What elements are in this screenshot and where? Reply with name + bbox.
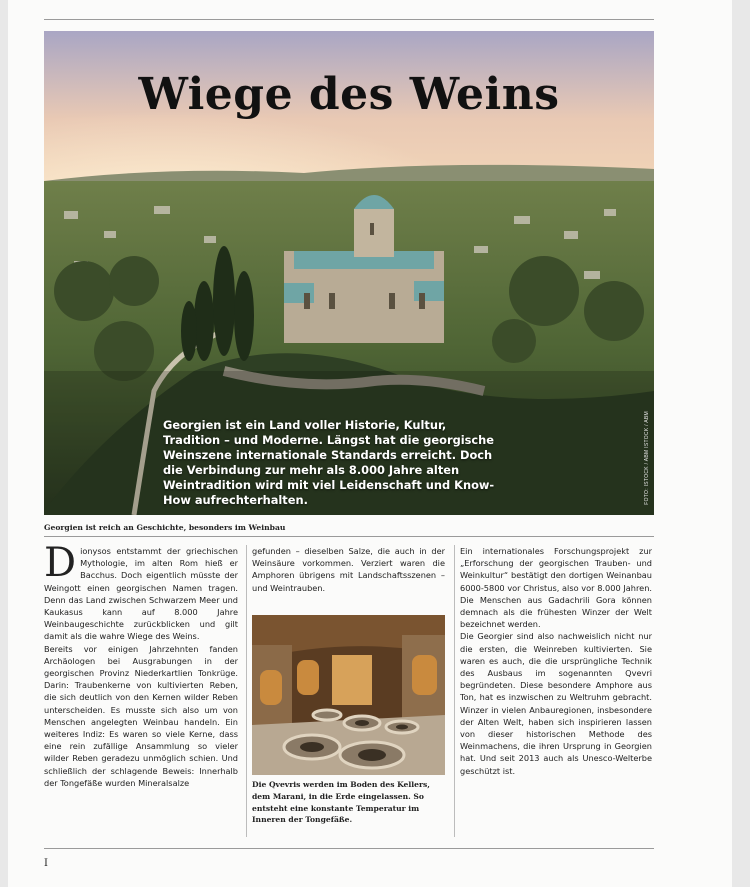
column-1-paragraph-1: ionysos entstammt der griechischen Mythologie, im alten Rom hieß er Bacchus. Doch eigentlich müsste der Weingott einen georgischen Namen tragen. Denn das Land zwischen Schwarzem Meer und Kaukasus kann auf 8.000 Jahre Weinbaugeschichte zurückblicken und gilt damit als die wahre Wiege des Weins. xyxy=(44,546,238,642)
hero-image xyxy=(44,31,654,515)
column-3 xyxy=(460,545,652,777)
photo-credit: FOTO: ISTOCK / ABM ISTOCK / ABM xyxy=(644,411,650,505)
page-number: I xyxy=(44,858,48,869)
wine-cellar-illustration xyxy=(252,615,445,775)
hero-caption: Georgien ist reich an Geschichte, besonders im Weinbau xyxy=(44,523,286,532)
column-2-paragraph-1: gefunden – dieselben Salze, die auch in der Weinsäure vorkommen. Verziert waren die Amphoren übrigens mit Landschaftsszenen – und Weintrauben. xyxy=(252,546,445,593)
qvevri-cellar-photo xyxy=(252,615,445,775)
column-separator xyxy=(454,545,455,837)
drop-cap: D xyxy=(44,540,77,586)
article-lead: Georgien ist ein Land voller Historie, Kultur, Tradition – und Moderne. Längst hat die georgische Weinszene internationale Standards erreicht. Doch die Verbindung zur mehr als 8.000 Jahre alten Weintradition wird mit viel Leidenschaft und Know-How aufrechterhalten. xyxy=(163,418,495,507)
top-rule xyxy=(44,19,654,20)
column-2 xyxy=(252,545,445,594)
column-1-paragraph-2: Bereits vor einigen Jahrzehnten fanden Archäologen bei Ausgrabungen in der georgischen Provinz Niederkartlien Tonkrüge. Darin: Traubenkerne von kultivierten Reben, die sich deutlich von den Kernen wilder Reben unterscheiden. Es musste sich also um von Menschen angelegten Weinbau handeln. Ein weiteres Indiz: Es waren so viele Kerne, dass eine rein zufällige Ansammlung so vieler wilder Reben geradezu unmöglich schien. Und schließlich der schlagende Beweis: Innerhalb der Tongefäße wurden Mineralsalze xyxy=(44,643,238,788)
column-1 xyxy=(44,540,238,789)
bottom-rule xyxy=(44,848,654,849)
qvevri-caption: Die Qvevris werden im Boden des Kellers, dem Marani, in die Erde eingelassen. So entsteht eine konstante Temperatur im Inneren der Tongefäße. xyxy=(252,780,430,825)
article-title: Wiege des Weins xyxy=(138,69,560,120)
caption-rule xyxy=(44,536,654,537)
column-3-paragraph-1: Ein internationales Forschungsprojekt zur „Erforschung der georgischen Trauben- und Weinkultur“ bestätigt den dortigen Weinanbau 6000-5800 vor Christus, also vor 8.000 Jahren. Die Menschen aus Gadachrili Gora können demnach als die frühesten Winzer der Welt bezeichnet werden. xyxy=(460,546,652,630)
column-separator xyxy=(246,545,247,837)
column-3-paragraph-2: Die Georgier sind also nachweislich nicht nur die ersten, die Weinreben kultivierten. Sie waren es auch, die die ursprüngliche Technik des Ausbaus im sogenannten Qvevri begründeten. Diese besondere Amphore aus Ton, hat es inzwischen zu Weltruhm gebracht. Winzer in vielen Anbauregionen, insbesondere der Alten Welt, haben sich inspirieren lassen von dieser historischen Methode des Weinmachens, die ihren Ursprung in Georgien hat. Und seit 2013 auch als Unesco-Welterbe geschützt ist. xyxy=(460,631,652,776)
